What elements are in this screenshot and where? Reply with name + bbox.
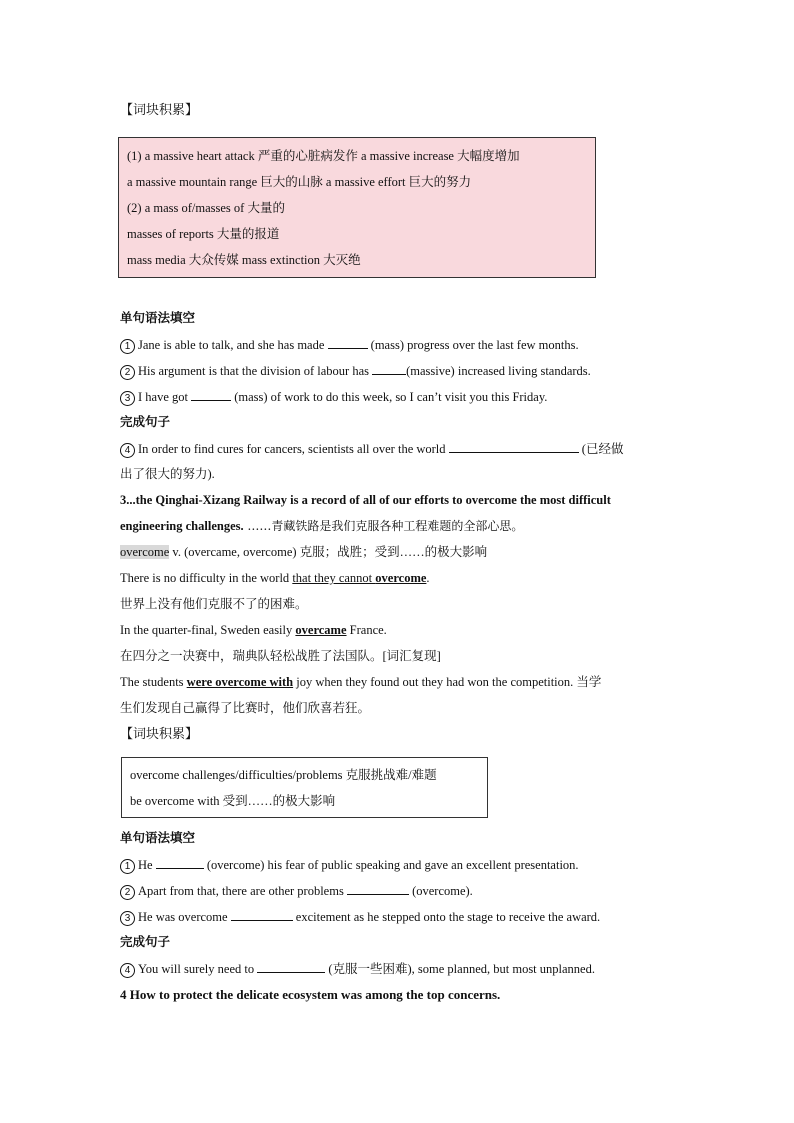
example-translation: 在四分之一决赛中，瑞典队轻松战胜了法国队。[词汇复现] xyxy=(120,649,441,663)
exercise-item xyxy=(120,959,595,978)
section-heading: 【词块积累】 xyxy=(120,102,199,117)
headword: overcome xyxy=(120,545,170,559)
item-text: You will surely need to xyxy=(138,962,258,976)
item-text: Jane is able to talk, and she has made xyxy=(138,338,328,352)
exercise-item xyxy=(120,907,600,926)
box-line: (2) a mass of/masses of 大量的 xyxy=(127,201,285,215)
complete-title: 完成句子 xyxy=(120,415,171,429)
underlined-phrase: that they cannot xyxy=(292,571,376,585)
example-text: There is no difficulty in the world xyxy=(120,571,293,585)
item-text: (克服一些困难), some planned, but most unplanned. xyxy=(325,962,595,976)
item-text: (mass) of work to do this week, so I can’t visit you this Friday. xyxy=(231,390,548,404)
item-text: (overcome) his fear of public speaking and gave an excellent presentation. xyxy=(203,858,579,872)
item-text: (已经做 xyxy=(578,442,624,456)
exercise-title: 单句语法填空 xyxy=(120,831,196,845)
box-line: a massive mountain range 巨大的山脉 a massive effort 巨大的努力 xyxy=(127,175,472,189)
item-number: 2 xyxy=(120,365,135,380)
exercise-item xyxy=(120,361,591,380)
item-text: (overcome). xyxy=(408,884,473,898)
exercise-item xyxy=(120,439,623,458)
item-number: 4 xyxy=(120,963,135,978)
item-text: (massive) increased living standards. xyxy=(406,364,591,378)
exercise-item xyxy=(120,387,547,406)
section-heading: 【词块积累】 xyxy=(120,726,199,741)
answer-blank[interactable] xyxy=(449,439,579,453)
item-number: 3 xyxy=(120,911,135,926)
key-sentence-cont xyxy=(120,517,523,535)
item-continuation: 出了很大的努力). xyxy=(120,467,215,481)
item-text: He was overcome xyxy=(138,910,231,924)
answer-blank[interactable] xyxy=(191,387,231,401)
example-text: France. xyxy=(346,623,387,637)
example-sentence xyxy=(120,621,387,639)
example-translation: 世界上没有他们克服不了的困难。 xyxy=(120,597,308,611)
answer-blank[interactable] xyxy=(231,907,293,921)
item-text: His argument is that the division of labour has xyxy=(138,364,373,378)
exercise-item xyxy=(120,855,579,874)
box-line: masses of reports 大量的报道 xyxy=(127,227,280,241)
exercise-item xyxy=(120,881,473,900)
item-text: I have got xyxy=(138,390,192,404)
item-number: 4 xyxy=(120,443,135,458)
vocabulary-box xyxy=(121,757,488,818)
item-text: Apart from that, there are other problems xyxy=(138,884,347,898)
translation: ……青藏铁路是我们克服各种工程难题的全部心思。 xyxy=(243,519,524,533)
item-text: (mass) progress over the last few months. xyxy=(367,338,579,352)
answer-blank[interactable] xyxy=(257,959,325,973)
example-text: The students xyxy=(120,675,187,689)
example-translation: 生们发现自己赢得了比赛时，他们欣喜若狂。 xyxy=(120,701,371,715)
key-sentence-text: engineering challenges. xyxy=(120,519,244,533)
example-text: In the quarter-final, Sweden easily xyxy=(120,623,296,637)
exercise-title: 单句语法填空 xyxy=(120,311,196,325)
item-text: In order to find cures for cancers, scientists all over the world xyxy=(138,442,449,456)
box-line: mass media 大众传媒 mass extinction 大灭绝 xyxy=(127,253,361,267)
definition: v. (overcame, overcome) 克服；战胜；受到……的极大影响 xyxy=(169,545,488,559)
exercise-item xyxy=(120,335,579,354)
example-text: joy when they found out they had won the competition. 当学 xyxy=(293,675,602,689)
example-sentence xyxy=(120,673,601,691)
example-sentence xyxy=(120,569,430,587)
answer-blank[interactable] xyxy=(156,855,204,869)
word-entry xyxy=(120,543,487,561)
example-text: . xyxy=(426,571,430,585)
item-number: 3 xyxy=(120,391,135,406)
box-line: overcome challenges/difficulties/problems 克服挑战难/难题 xyxy=(130,768,437,782)
item-text: He xyxy=(138,858,156,872)
keyword: overcame xyxy=(295,623,347,637)
item-number: 1 xyxy=(120,339,135,354)
box-line: (1) a massive heart attack 严重的心脏病发作 a massive increase 大幅度增加 xyxy=(127,149,520,163)
keyword: overcome xyxy=(375,571,427,585)
key-sentence: 4 How to protect the delicate ecosystem was among the top concerns. xyxy=(120,987,501,1002)
complete-title: 完成句子 xyxy=(120,935,171,949)
keyword: were overcome with xyxy=(186,675,294,689)
item-number: 2 xyxy=(120,885,135,900)
item-text: excitement as he stepped onto the stage to receive the award. xyxy=(292,910,601,924)
item-number: 1 xyxy=(120,859,135,874)
answer-blank[interactable] xyxy=(328,335,368,349)
box-line: be overcome with 受到……的极大影响 xyxy=(130,794,336,808)
answer-blank[interactable] xyxy=(372,361,406,375)
key-sentence: 3...the Qinghai-Xizang Railway is a record of all of our efforts to overcome the most difficult xyxy=(120,493,611,507)
answer-blank[interactable] xyxy=(347,881,409,895)
vocabulary-box xyxy=(118,137,596,278)
